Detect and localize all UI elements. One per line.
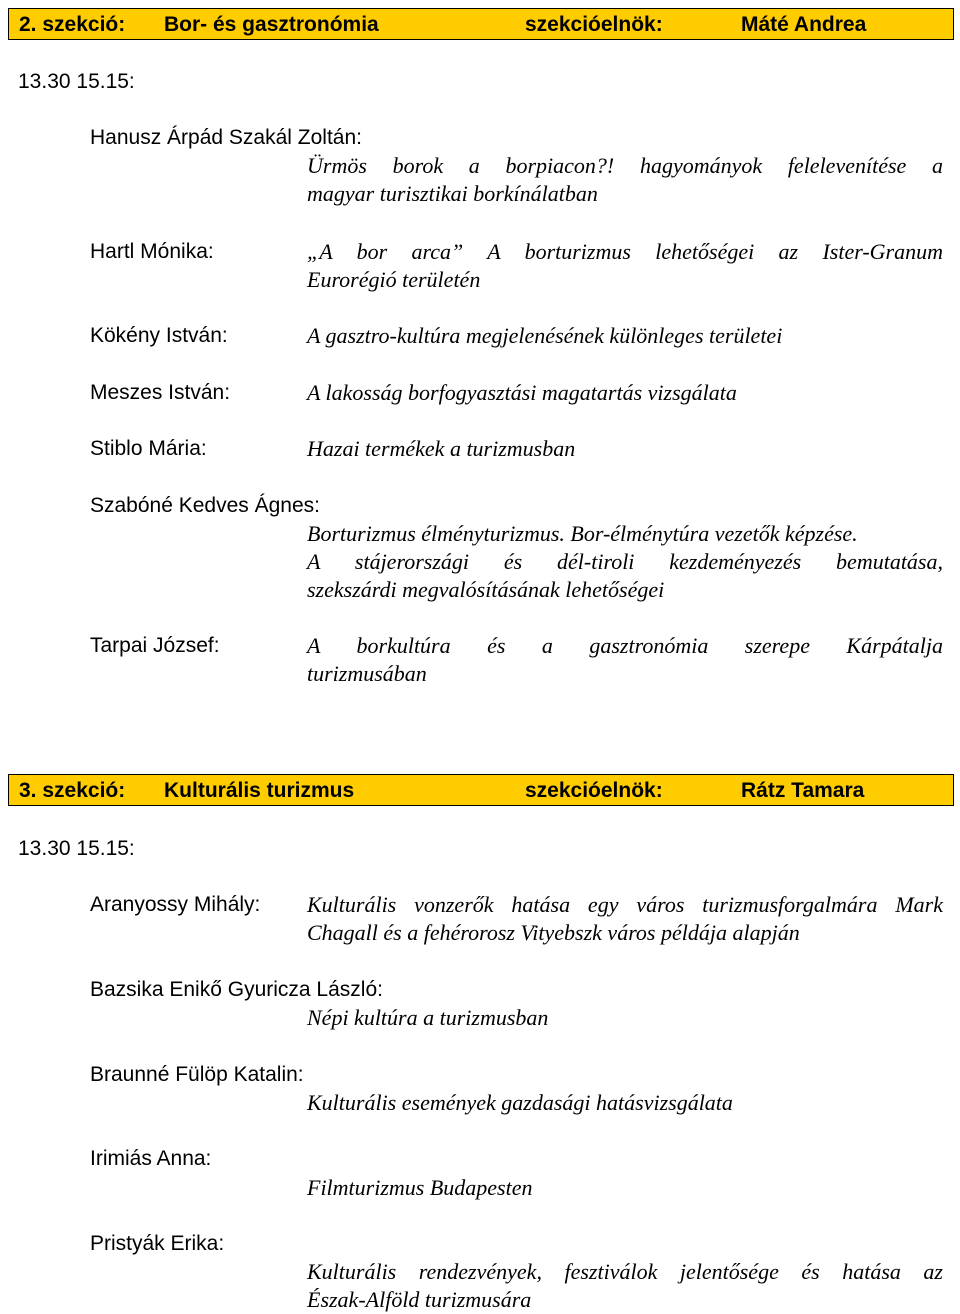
talk-title-line: Kulturális vonzerők hatása egy város turizmusforgalmára Mark: [307, 892, 943, 917]
talk-title: [307, 632, 943, 688]
speaker-name: Stiblo Mária:: [90, 437, 207, 460]
talk-title-line: Borturizmus élményturizmus. Bor-élménytúra vezetők képzése.: [307, 521, 858, 546]
session-time: 13.30 15.15:: [18, 70, 135, 93]
chair-label: szekcióelnök:: [525, 779, 663, 802]
talk-title-line: Eurorégió területén: [307, 267, 481, 292]
talk-title: [307, 891, 943, 947]
section-2-header: [8, 8, 954, 40]
talk-title: Kulturális események gazdasági hatásvizsgálata: [307, 1090, 733, 1115]
speaker-name: Hanusz Árpád Szakál Zoltán:: [90, 126, 362, 149]
speaker-name: Bazsika Enikő Gyuricza László:: [90, 978, 383, 1001]
talk-title: Hazai termékek a turizmusban: [307, 436, 576, 461]
talk-title: Népi kultúra a turizmusban: [307, 1005, 549, 1030]
talk-title-line: magyar turisztikai borkínálatban: [307, 181, 598, 206]
talk-title-line: A stájerországi és dél-tiroli kezdeményezés bemutatása,: [307, 549, 943, 574]
talk-title: Filmturizmus Budapesten: [307, 1175, 533, 1200]
talk-title-line: Észak-Alföld turizmusára: [307, 1287, 532, 1312]
talk-title: [307, 520, 943, 604]
section-number: 2. szekció:: [19, 13, 126, 36]
chair-name: Máté Andrea: [741, 13, 867, 36]
talk-title-line: Ürmös borok a borpiacon?! hagyományok felelevenítése a: [307, 153, 943, 178]
chair-label: szekcióelnök:: [525, 13, 663, 36]
session-time: 13.30 15.15:: [18, 837, 135, 860]
talk-title: [307, 152, 943, 208]
speaker-name: Hartl Mónika:: [90, 240, 214, 263]
section-number: 3. szekció:: [19, 779, 126, 802]
talk-title: [307, 238, 943, 294]
section-name: Bor- és gasztronómia: [164, 13, 379, 36]
talk-title: A lakosság borfogyasztási magatartás vizsgálata: [307, 380, 737, 405]
speaker-name: Meszes István:: [90, 381, 231, 404]
talk-title-line: turizmusában: [307, 661, 427, 686]
speaker-name: Braunné Fülöp Katalin:: [90, 1063, 304, 1086]
talk-title-line: szekszárdi megvalósításának lehetőségei: [307, 577, 665, 602]
section-3-header: [8, 774, 954, 806]
speaker-name: Irimiás Anna:: [90, 1147, 212, 1170]
talk-title-line: „A bor arca” A borturizmus lehetőségei az Ister-Granum: [307, 239, 943, 264]
speaker-name: Aranyossy Mihály:: [90, 893, 261, 916]
talk-title: A gasztro-kultúra megjelenésének különleges területei: [307, 323, 783, 348]
chair-name: Rátz Tamara: [741, 779, 865, 802]
speaker-name: Tarpai József:: [90, 634, 220, 657]
talk-title-line: A borkultúra és a gasztronómia szerepe Kárpátalja: [307, 633, 943, 658]
speaker-name: Pristyák Erika:: [90, 1232, 225, 1255]
talk-title: [307, 1258, 943, 1314]
speaker-name: Szabóné Kedves Ágnes:: [90, 494, 320, 517]
speaker-name: Kökény István:: [90, 324, 228, 347]
talk-title-line: Kulturális rendezvények, fesztiválok jelentősége és hatása az: [307, 1259, 943, 1284]
section-name: Kulturális turizmus: [164, 779, 355, 802]
talk-title-line: Chagall és a fehérorosz Vityebszk város példája alapján: [307, 920, 800, 945]
